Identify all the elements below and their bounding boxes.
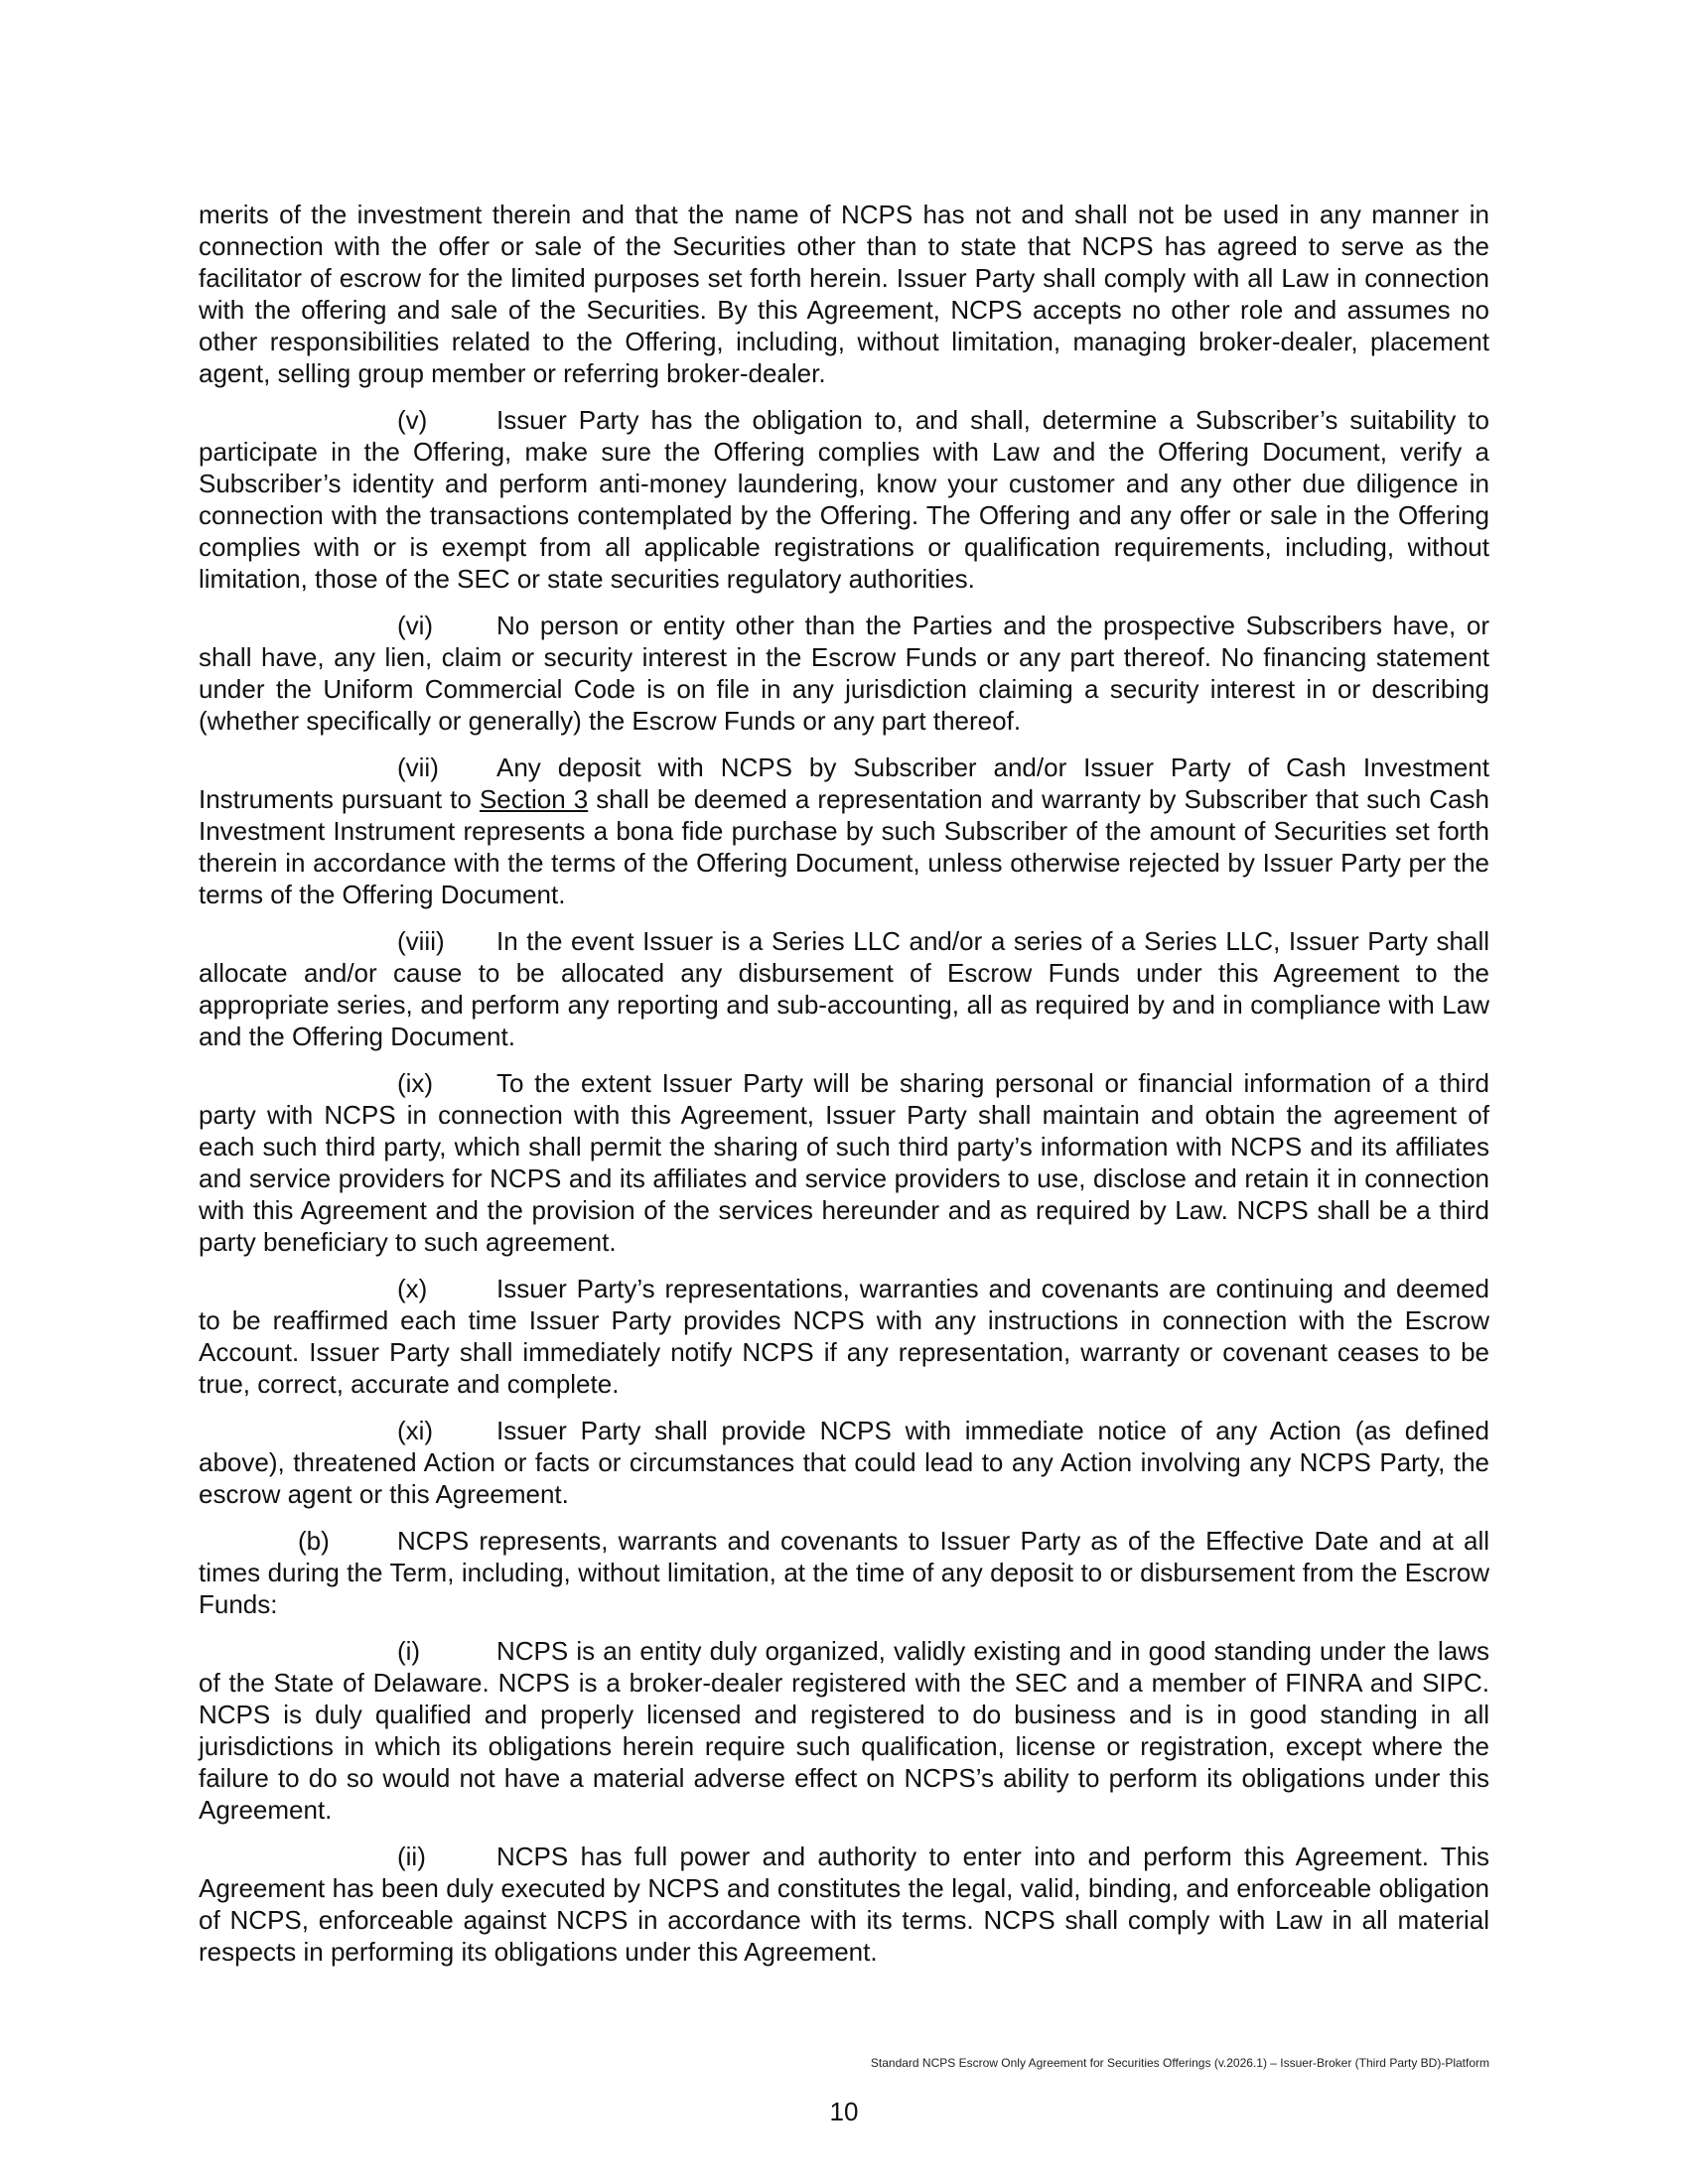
- section-text: NCPS represents, warrants and covenants to Issuer Party as of the Effective Date and at all times during the Term, including, without limitation, at the time of any deposit to or disbursement from the Escrow Funds:: [199, 1526, 1489, 1619]
- continuation-paragraph: merits of the investment therein and that the name of NCPS has not and shall not be used in any manner in connection with the offer or sale of the Securities other than to state that NCPS has agreed to serve as the facilitator of escrow for the limited purposes set forth herein. Issuer Party shall comply with all Law in connection with the offering and sale of the Securities. By this Agreement, NCPS accepts no other role and assumes no other responsibilities related to the Offering, including, without limitation, managing broker-dealer, placement agent, selling group member or referring broker-dealer.: [199, 200, 1489, 388]
- clause-number: (viii): [397, 926, 445, 956]
- section-3-reference: Section 3: [479, 784, 589, 814]
- clause-a-viii: [199, 925, 1489, 1052]
- clause-number: (ii): [397, 1842, 426, 1871]
- clause-text: NCPS is an entity duly organized, validly existing and in good standing under the laws of the State of Delaware. NCPS is a broker-dealer registered with the SEC and a member of FINRA and SIPC. NCPS is duly qualified and properly licensed and registered to do business and is in good standing in all jurisdictions in which its obligations herein require such qualification, license or registration, except where the failure to do so would not have a material adverse effect on NCPS’s ability to perform its obligations under this Agreement.: [199, 1636, 1489, 1825]
- clause-a-vii: [199, 751, 1489, 910]
- clause-b-i: [199, 1635, 1489, 1826]
- clause-number: (i): [397, 1636, 421, 1666]
- clause-number: (xi): [397, 1416, 434, 1445]
- clause-text: Issuer Party has the obligation to, and shall, determine a Subscriber’s suitability to participate in the Offering, make sure the Offering complies with Law and the Offering Document, verify a Subscriber’s identity and perform anti-money laundering, know your customer and any other due diligence in connection with the transactions contemplated by the Offering. The Offering and any offer or sale in the Offering complies with or is exempt from all applicable registrations or qualification requirements, including, without limitation, those of the SEC or state securities regulatory authorities.: [199, 405, 1489, 594]
- clause-a-xi: [199, 1415, 1489, 1510]
- clause-number: (v): [397, 405, 428, 435]
- clause-text: In the event Issuer is a Series LLC and/or a series of a Series LLC, Issuer Party shall allocate and/or cause to be allocated any disbursement of Escrow Funds under this Agreement to the appropriate series, and perform any reporting and sub-accounting, all as required by and in compliance with Law and the Offering Document.: [199, 926, 1489, 1051]
- page-number: 10: [829, 2097, 859, 2126]
- clause-number: (vi): [397, 611, 434, 640]
- section-number: (b): [298, 1526, 330, 1556]
- clause-a-ix: [199, 1067, 1489, 1258]
- clause-text-after-link: shall be deemed a representation and warranty by Subscriber that such Cash Investment Instrument represents a bona fide purchase by such Subscriber of the amount of Securities set forth therein in accordance with the terms of the Offering Document, unless otherwise rejected by Issuer Party per the terms of the Offering Document.: [199, 784, 1489, 909]
- clause-text: To the extent Issuer Party will be sharing personal or financial information of a third party with NCPS in connection with this Agreement, Issuer Party shall maintain and obtain the agreement of each such third party, which shall permit the sharing of such third party’s information with NCPS and its affiliates and service providers for NCPS and its affiliates and service providers to use, disclose and retain it in connection with this Agreement and the provision of the services hereunder and as required by Law. NCPS shall be a third party beneficiary to such agreement.: [199, 1068, 1489, 1257]
- clause-a-x: [199, 1273, 1489, 1400]
- clause-number: (ix): [397, 1068, 434, 1098]
- footer-document-title: Standard NCPS Escrow Only Agreement for Securities Offerings (v.2026.1) – Issuer-Broker (Third Party BD)-Platform: [870, 2056, 1489, 2070]
- clause-number: (vii): [397, 752, 439, 782]
- clause-text-before-link: Any deposit with NCPS by Subscriber and/or Issuer Party of Cash Investment Instruments pursuant to: [199, 752, 1489, 814]
- section-b: [199, 1525, 1489, 1620]
- clause-text: Issuer Party’s representations, warranties and covenants are continuing and deemed to be reaffirmed each time Issuer Party provides NCPS with any instructions in connection with the Escrow Account. Issuer Party shall immediately notify NCPS if any representation, warranty or covenant ceases to be true, correct, accurate and complete.: [199, 1274, 1489, 1399]
- clause-b-ii: [199, 1841, 1489, 1968]
- clause-text: Issuer Party shall provide NCPS with immediate notice of any Action (as defined above), threatened Action or facts or circumstances that could lead to any Action involving any NCPS Party, the escrow agent or this Agreement.: [199, 1416, 1489, 1509]
- clause-a-v: [199, 404, 1489, 595]
- clause-number: (x): [397, 1274, 428, 1303]
- clause-a-vi: [199, 610, 1489, 737]
- clause-text: No person or entity other than the Parties and the prospective Subscribers have, or shall have, any lien, claim or security interest in the Escrow Funds or any part thereof. No financing statement under the Uniform Commercial Code is on file in any jurisdiction claiming a security interest in or describing (whether specifically or generally) the Escrow Funds or any part thereof.: [199, 611, 1489, 736]
- clause-text: NCPS has full power and authority to enter into and perform this Agreement. This Agreement has been duly executed by NCPS and constitutes the legal, valid, binding, and enforceable obligation of NCPS, enforceable against NCPS in accordance with its terms. NCPS shall comply with Law in all material respects in performing its obligations under this Agreement.: [199, 1842, 1489, 1967]
- document-body: [199, 199, 1489, 1982]
